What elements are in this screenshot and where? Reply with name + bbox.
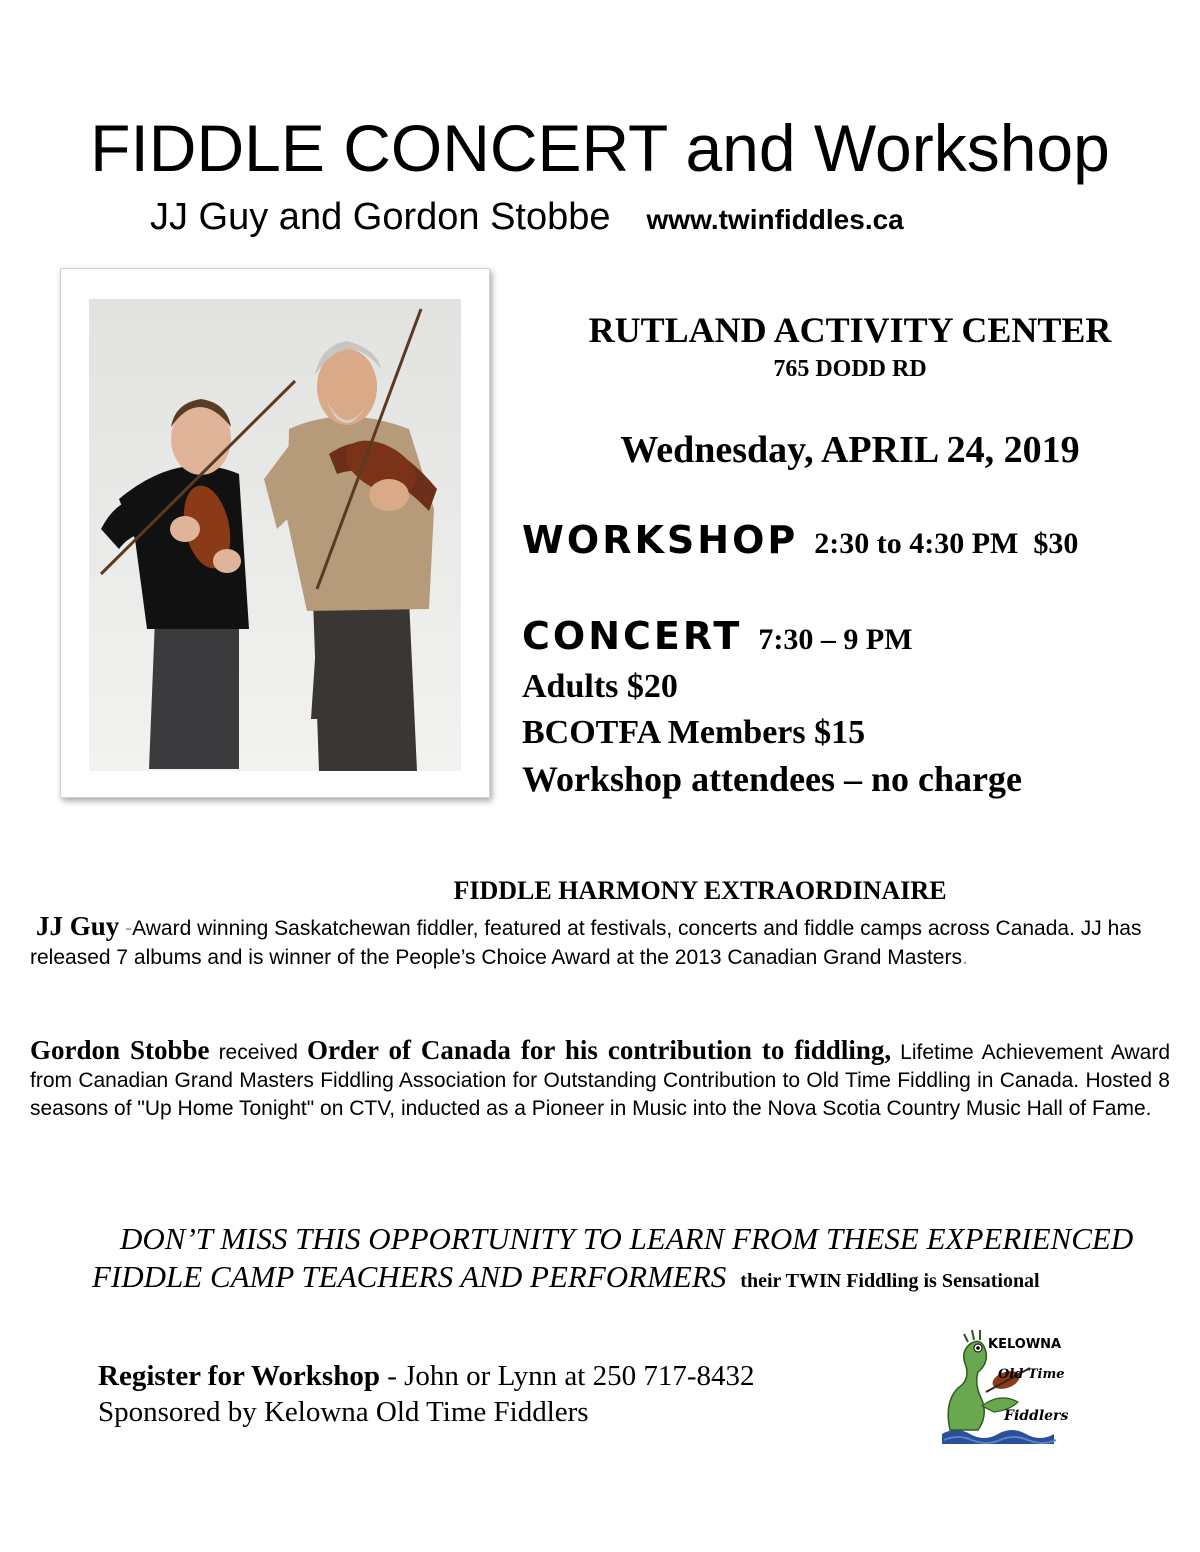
- performers-line: [150, 192, 904, 245]
- website-link[interactable]: www.twinfiddles.ca: [646, 204, 904, 235]
- bio-jj-dash: -: [125, 917, 133, 940]
- promo-tagline: their TWIN Fiddling is Sensational: [740, 1270, 1040, 1292]
- kelowna-old-time-fiddlers-logo: [926, 1322, 1076, 1452]
- sponsor-line: Sponsored by Kelowna Old Time Fiddlers: [98, 1396, 589, 1428]
- logo-text-fiddlers: Fiddlers: [1004, 1408, 1069, 1424]
- promo-line-2-text: FIDDLE CAMP TEACHERS AND PERFORMERS: [92, 1259, 727, 1294]
- bio-jj-guy: [30, 912, 1170, 972]
- register-label: Register for Workshop: [98, 1360, 380, 1392]
- workshop-line: [522, 518, 1078, 562]
- bios-heading: FIDDLE HARMONY EXTRAORDINAIRE: [453, 876, 947, 905]
- venue-name: RUTLAND ACTIVITY CENTER: [588, 310, 1112, 350]
- logo-text-kelowna: KELOWNA: [988, 1337, 1062, 1352]
- poster-title: FIDDLE CONCERT and Workshop: [90, 111, 1110, 185]
- concert-line: [522, 614, 912, 658]
- performers-photo: [89, 299, 461, 771]
- concert-label: CONCERT: [522, 614, 743, 658]
- concert-time: 7:30 – 9 PM: [758, 623, 913, 656]
- price-members: BCOTFA Members $15: [522, 714, 866, 751]
- price-adults: Adults $20: [522, 668, 678, 705]
- bio-jj-end: .: [961, 946, 968, 969]
- workshop-label: WORKSHOP: [522, 518, 799, 562]
- venue-address: 765 DODD RD: [773, 356, 927, 382]
- register-contact: - John or Lynn at 250 717-8432: [379, 1360, 755, 1392]
- bio-gordon-stobbe: [30, 1036, 1170, 1123]
- performers-names: JJ Guy and Gordon Stobbe: [150, 196, 611, 238]
- event-date: Wednesday, APRIL 24, 2019: [620, 429, 1080, 471]
- price-workshop-attendees: Workshop attendees – no charge: [522, 759, 1023, 799]
- bio-gordon-award: Order of Canada for his contribution to fiddling,: [307, 1035, 892, 1065]
- performers-photo-frame: [60, 268, 490, 798]
- bio-gordon-text: Lifetime Achievement Award from Canadian Grand Masters Fiddling Association for Outstanding Contribution to Old Time Fiddling in Canada. Hosted 8 seasons of "Up Home Tonight" on CTV, inducted as a Pioneer in Music into the Nova Scotia Country Music Hall of Fame.: [30, 1041, 1171, 1120]
- register-line: [98, 1358, 755, 1394]
- bio-gordon-name: Gordon Stobbe: [30, 1035, 210, 1065]
- promo-line-2: [92, 1258, 1040, 1300]
- bio-jj-text: Award winning Saskatchewan fiddler, featured at festivals, concerts and fiddle camps across Canada. JJ has released 7 albums and is winner of the People’s Choice Award at the 2013 Canadian Grand Masters: [30, 917, 1142, 969]
- bio-gordon-received: received: [209, 1041, 307, 1064]
- workshop-time-price: 2:30 to 4:30 PM $30: [814, 527, 1079, 560]
- promo-line-1: DON’T MISS THIS OPPORTUNITY TO LEARN FROM THESE EXPERIENCED: [120, 1221, 1134, 1256]
- bio-jj-name: JJ Guy: [36, 911, 120, 941]
- logo-text-old-time: Old Time: [998, 1367, 1065, 1382]
